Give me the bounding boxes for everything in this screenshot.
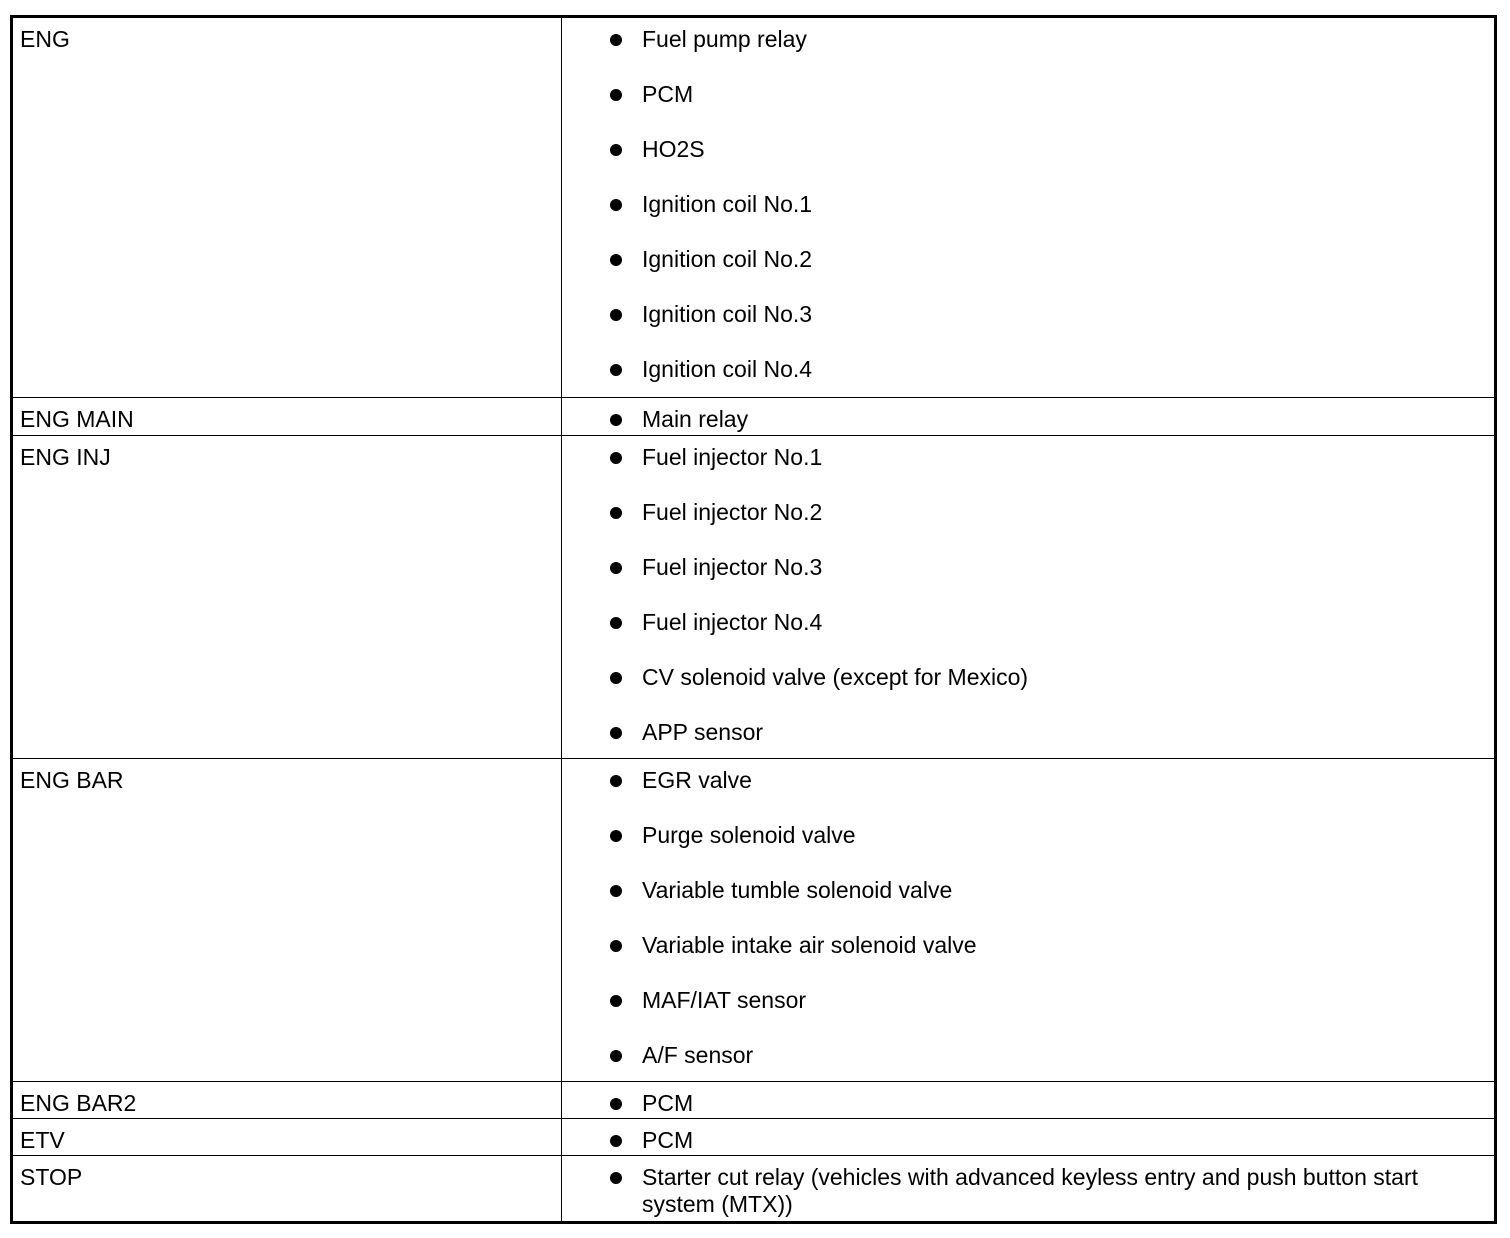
component-label: APP sensor xyxy=(642,718,764,745)
component-label: Ignition coil No.4 xyxy=(642,356,813,382)
list-item xyxy=(562,767,1494,794)
list-item xyxy=(562,719,1494,746)
list-item xyxy=(562,609,1494,636)
list-item xyxy=(562,664,1494,691)
list-item xyxy=(562,301,1494,328)
component-label: Starter cut relay (vehicles with advanced keyless entry and push button start system (MTX)) xyxy=(642,1164,1419,1218)
list-item xyxy=(562,554,1494,581)
component-cell xyxy=(562,1119,1496,1156)
component-label: Variable tumble solenoid valve xyxy=(642,876,953,903)
table-row xyxy=(12,1081,1496,1118)
bullet-icon xyxy=(610,364,622,376)
table-row xyxy=(12,1119,1496,1156)
bullet-icon xyxy=(610,309,622,321)
bullet-icon xyxy=(610,562,622,574)
bullet-icon xyxy=(610,1135,622,1147)
fuse-name-cell: ENG BAR2 xyxy=(12,1081,562,1118)
bullet-icon xyxy=(610,727,622,739)
component-label: Ignition coil No.3 xyxy=(642,301,813,327)
component-cell xyxy=(562,1081,1496,1118)
fuse-name-cell: ENG BAR xyxy=(12,758,562,1081)
component-label: Main relay xyxy=(642,406,749,433)
component-label: A/F sensor xyxy=(642,1041,754,1068)
component-cell xyxy=(562,17,1496,398)
component-label: PCM xyxy=(642,81,694,107)
component-label: Fuel injector No.1 xyxy=(642,443,823,470)
component-label: Fuel injector No.4 xyxy=(642,608,823,635)
bullet-icon xyxy=(610,775,622,787)
list-item xyxy=(562,1164,1494,1218)
bullet-icon xyxy=(610,144,622,156)
component-label: PCM xyxy=(642,1127,694,1154)
component-list xyxy=(562,767,1494,1069)
bullet-icon xyxy=(610,199,622,211)
list-item xyxy=(562,246,1494,273)
component-label: Fuel pump relay xyxy=(642,26,807,52)
component-label: Fuel injector No.2 xyxy=(642,498,823,525)
fuse-name-cell: ENG MAIN xyxy=(12,398,562,435)
list-item xyxy=(562,1042,1494,1069)
list-item xyxy=(562,81,1494,108)
component-label: CV solenoid valve (except for Mexico) xyxy=(642,663,1029,690)
component-label: Purge solenoid valve xyxy=(642,821,856,848)
table-row xyxy=(12,435,1496,758)
component-label: EGR valve xyxy=(642,766,752,793)
component-cell xyxy=(562,398,1496,435)
bullet-icon xyxy=(610,617,622,629)
table-row xyxy=(12,398,1496,435)
fuse-name-cell: ETV xyxy=(12,1119,562,1156)
list-item xyxy=(562,987,1494,1014)
fuse-name-cell: STOP xyxy=(12,1156,562,1223)
bullet-icon xyxy=(610,1050,622,1062)
table-row xyxy=(12,1156,1496,1223)
bullet-icon xyxy=(610,940,622,952)
component-list xyxy=(562,1127,1494,1154)
bullet-icon xyxy=(610,34,622,46)
bullet-icon xyxy=(610,1098,622,1110)
bullet-icon xyxy=(610,995,622,1007)
bullet-icon xyxy=(610,1172,622,1184)
list-item xyxy=(562,406,1494,433)
list-item xyxy=(562,1127,1494,1154)
list-item xyxy=(562,1090,1494,1117)
list-item xyxy=(562,356,1494,383)
fuse-name-cell: ENG xyxy=(12,17,562,398)
bullet-icon xyxy=(610,507,622,519)
bullet-icon xyxy=(610,830,622,842)
fuse-name-cell: ENG INJ xyxy=(12,435,562,758)
table-row xyxy=(12,758,1496,1081)
table-row xyxy=(12,17,1496,398)
component-label: HO2S xyxy=(642,136,705,162)
list-item xyxy=(562,191,1494,218)
list-item xyxy=(562,822,1494,849)
component-cell xyxy=(562,1156,1496,1223)
component-label: Variable intake air solenoid valve xyxy=(642,931,977,958)
component-cell xyxy=(562,758,1496,1081)
list-item xyxy=(562,877,1494,904)
list-item xyxy=(562,26,1494,53)
component-list xyxy=(562,1090,1494,1117)
component-label: MAF/IAT sensor xyxy=(642,986,807,1013)
component-list xyxy=(562,444,1494,746)
list-item xyxy=(562,444,1494,471)
fuse-component-table xyxy=(10,15,1497,1224)
bullet-icon xyxy=(610,672,622,684)
component-list xyxy=(562,26,1494,383)
component-list xyxy=(562,406,1494,433)
component-list xyxy=(562,1164,1494,1218)
bullet-icon xyxy=(610,452,622,464)
list-item xyxy=(562,136,1494,163)
table-body xyxy=(12,17,1496,1223)
list-item xyxy=(562,932,1494,959)
bullet-icon xyxy=(610,885,622,897)
component-label: Ignition coil No.2 xyxy=(642,246,813,272)
bullet-icon xyxy=(610,414,622,426)
component-label: Fuel injector No.3 xyxy=(642,553,823,580)
component-cell xyxy=(562,435,1496,758)
component-label: PCM xyxy=(642,1089,694,1116)
list-item xyxy=(562,499,1494,526)
bullet-icon xyxy=(610,254,622,266)
component-label: Ignition coil No.1 xyxy=(642,191,813,217)
bullet-icon xyxy=(610,89,622,101)
